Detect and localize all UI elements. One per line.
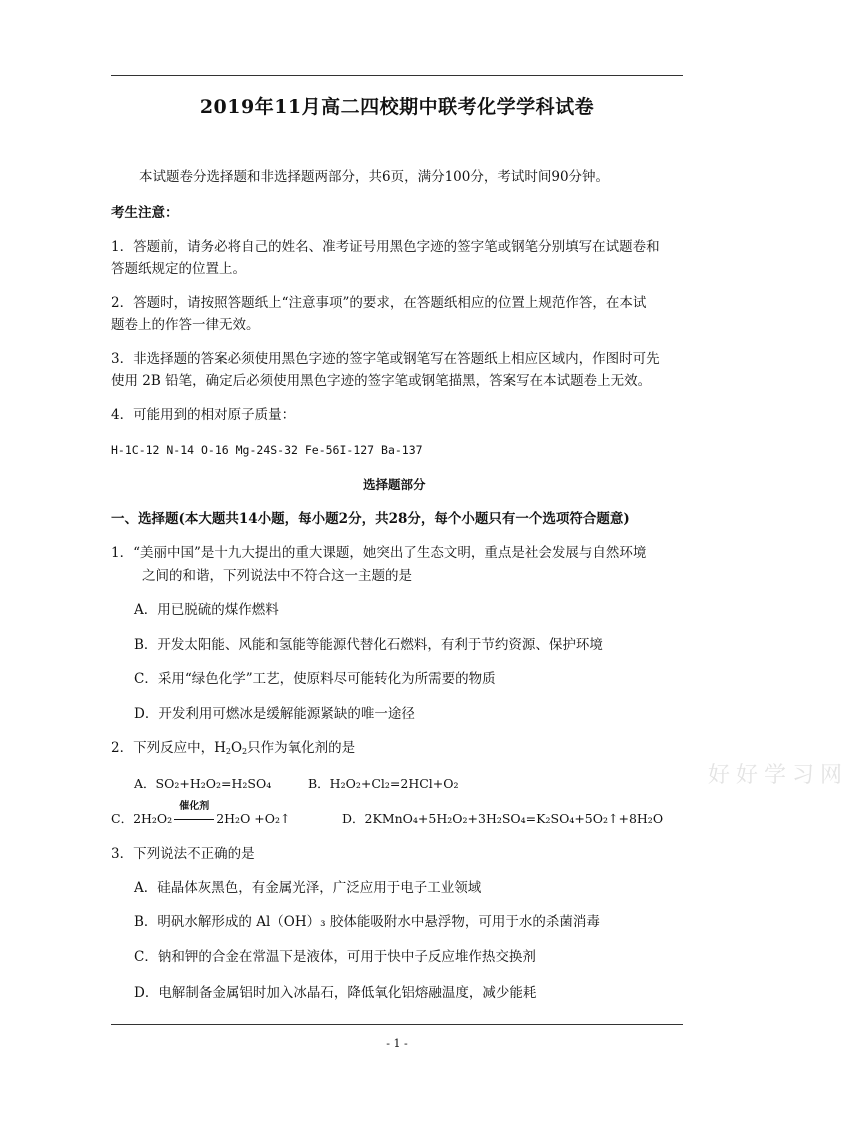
q1-option-b: B．开发太阳能、风能和氢能等能源代替化石燃料，有利于节约资源、保护环境 — [134, 637, 603, 653]
reaction-line — [174, 819, 214, 820]
q2-stem — [111, 739, 355, 761]
q3-stem: 3．下列说法不正确的是 — [111, 846, 255, 862]
q1-option-a: A．用已脱硫的煤作燃料 — [134, 602, 279, 618]
q2-stem-sub1: 2 — [225, 747, 231, 756]
footer-rule — [111, 1024, 683, 1025]
q3-option-c: C．钠和钾的合金在常温下是液体，可用于快中子反应堆作热交换剂 — [134, 949, 536, 965]
q2-option-b: B．H₂O₂+Cl₂=2HCl+O₂ — [308, 776, 459, 791]
note-1-line2: 答题纸规定的位置上。 — [111, 261, 246, 277]
note-4-line1: 4．可能用到的相对原子质量： — [111, 407, 296, 423]
watermark: 好好学习网 — [708, 763, 848, 788]
part-heading: 一、选择题(本大题共14小题，每小题2分，共28分，每个小题只有一个选项符合题意) — [111, 511, 630, 527]
header-rule — [111, 75, 683, 76]
q2-option-c — [111, 801, 291, 828]
intro-text: 本试题卷分选择题和非选择题两部分，共6页，满分100分，考试时间90分钟。 — [139, 169, 610, 185]
note-1-line1: 1．答题前，请务必将自己的姓名、准考证号用黑色字迹的签字笔或钢笔分别填写在试题卷和 — [111, 239, 660, 255]
q2-option-d: D．2KMnO₄+5H₂O₂+3H₂SO₄=K₂SO₄+5O₂↑+8H₂O — [342, 811, 664, 826]
q2-option-c-reactants: C．2H₂O₂ — [111, 811, 173, 826]
q1-stem-line1: 1．“美丽中国”是十九大提出的重大课题，她突出了生态文明，重点是社会发展与自然环境 — [111, 545, 647, 561]
note-2-line1: 2．答题时，请按照答题纸上“注意事项”的要求，在答题纸相应的位置上规范作答，在本试 — [111, 295, 647, 311]
q2-option-a: A．SO₂+H₂O₂=H₂SO₄ — [134, 776, 272, 791]
note-3-line2: 使用 2B 铅笔，确定后必须使用黑色字迹的签字笔或钢笔描黑，答案写在本试题卷上无效。 — [111, 373, 652, 389]
q3-option-d: D．电解制备金属铝时加入冰晶石，降低氧化铝熔融温度，减少能耗 — [134, 985, 537, 1001]
atomic-masses: H-1C-12 N-14 O-16 Mg-24S-32 Fe-56I-127 Ba-137 — [111, 443, 423, 457]
q3-option-a: A．硅晶体灰黑色，有金属光泽，广泛应用于电子工业领域 — [134, 880, 482, 896]
section-title: 选择题部分 — [363, 477, 426, 492]
q1-option-c: C．采用“绿色化学”工艺，使原料尽可能转化为所需要的物质 — [134, 671, 496, 687]
q2-stem-part-a: 2．下列反应中，H — [111, 740, 226, 756]
note-3-line1: 3．非选择题的答案必须使用黑色字迹的签字笔或钢笔写在答题纸上相应区域内，作图时可先 — [111, 351, 660, 367]
note-2-line2: 题卷上的作答一律无效。 — [111, 317, 260, 333]
q3-option-b: B．明矾水解形成的 Al（OH）₃ 胶体能吸附水中悬浮物，可用于水的杀菌消毒 — [134, 914, 600, 930]
q2-stem-o: O — [230, 740, 243, 756]
document-title: 2019年11月高二四校期中联考化学学科试卷 — [199, 96, 595, 118]
q1-stem-line2: 之间的和谐，下列说法中不符合这一主题的是 — [142, 568, 412, 584]
q1-option-d: D．开发利用可燃冰是缓解能源紧缺的唯一途径 — [134, 706, 415, 722]
notice-heading: 考生注意： — [111, 205, 179, 221]
q2-stem-sub2: 2 — [242, 747, 248, 756]
q2-stem-part-b: 只作为氧化剂的是 — [247, 740, 356, 756]
catalyst-label: 催化剂 — [179, 801, 210, 812]
catalyst-arrow — [172, 801, 216, 828]
page-number: - 1 - — [386, 1037, 408, 1050]
q2-option-c-products: 2H₂O +O₂↑ — [216, 811, 291, 826]
